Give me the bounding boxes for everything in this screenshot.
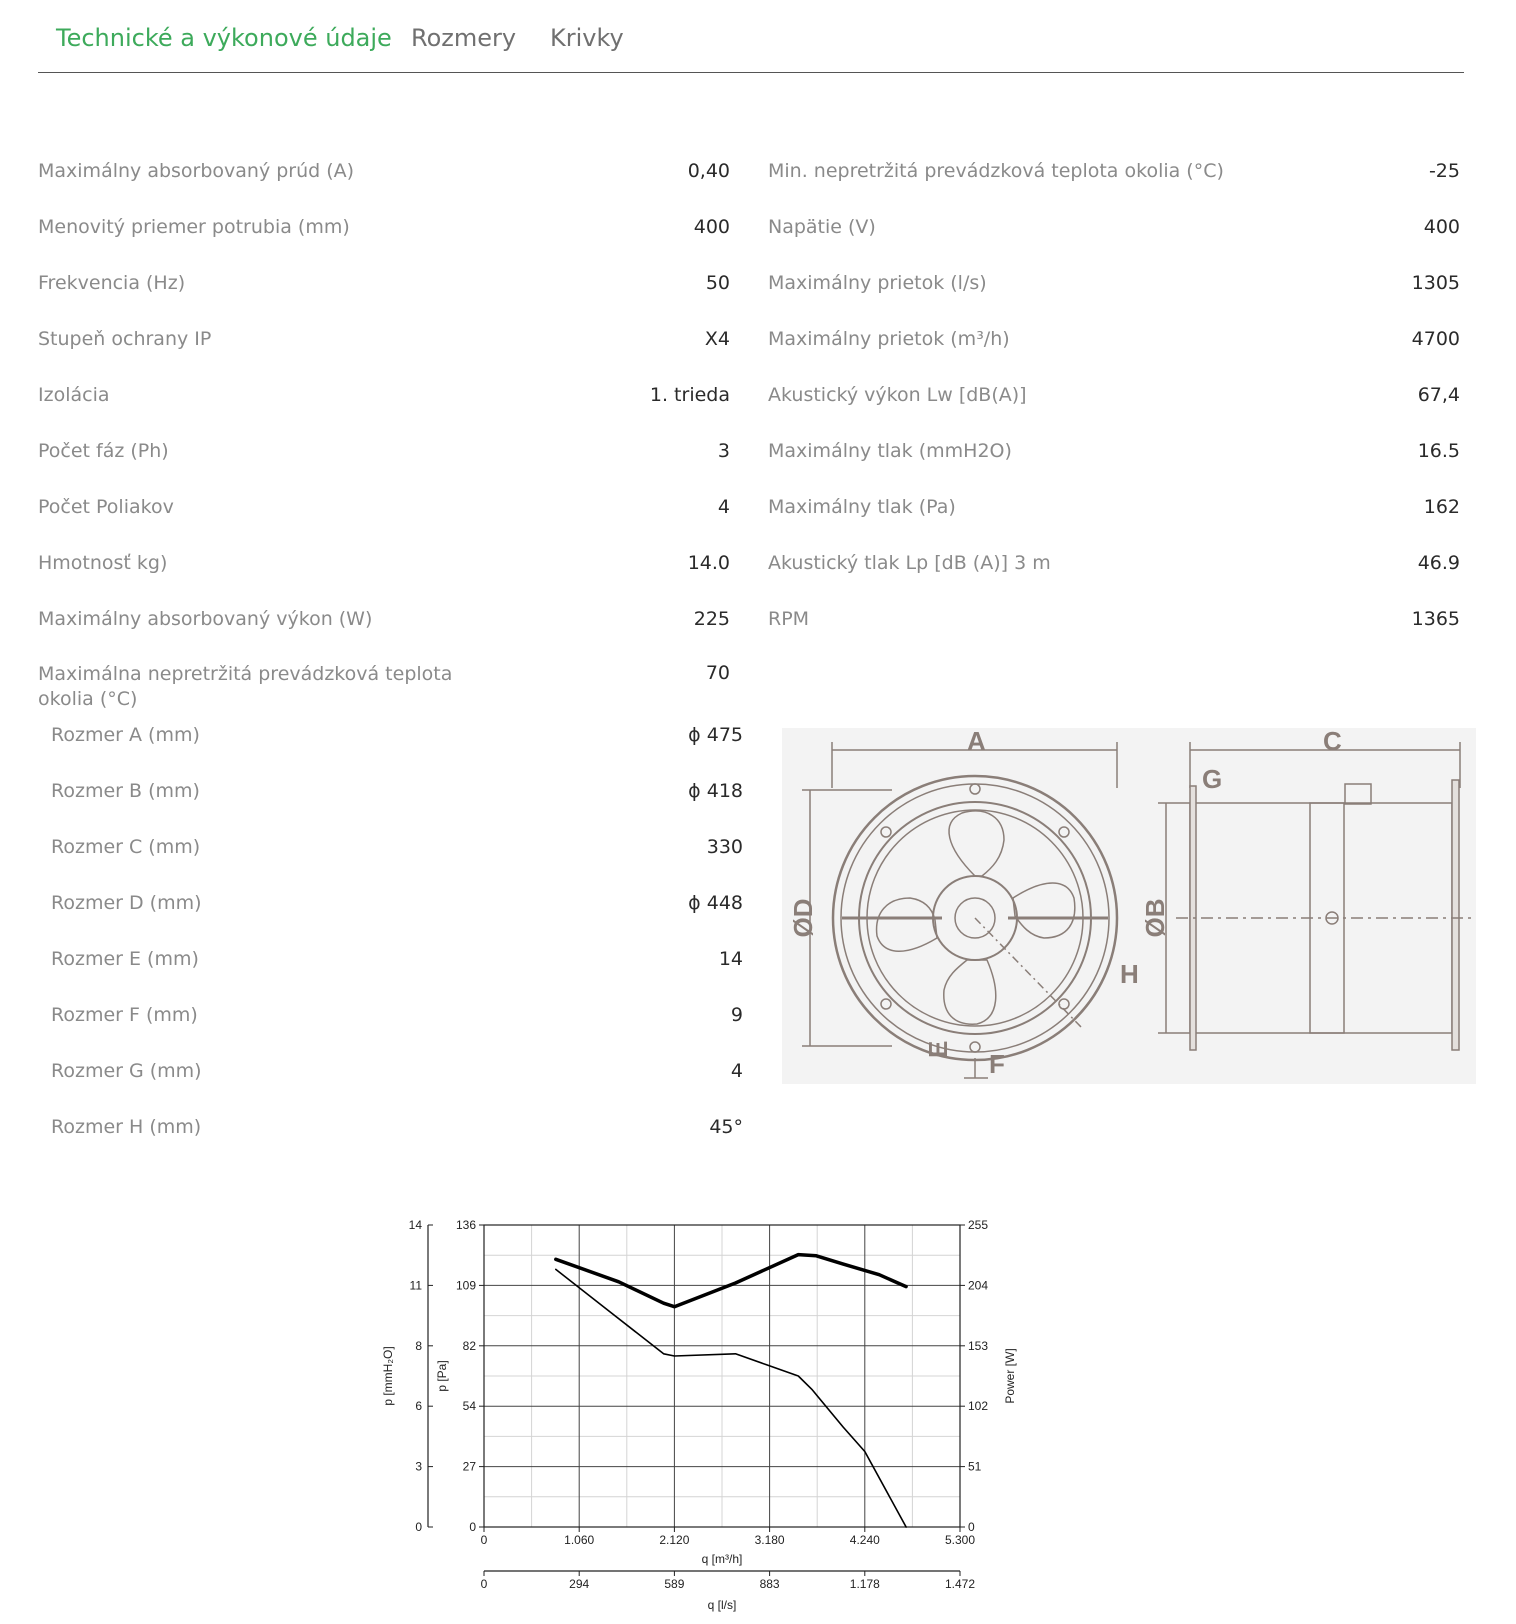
spec-value: 225 [693, 608, 730, 630]
spec-label: Izolácia [38, 384, 110, 406]
dimension-value: 14 [718, 948, 743, 970]
y-power-tick-label: 255 [968, 1218, 989, 1232]
label-g: G [1202, 764, 1223, 794]
chart-axes [409, 1218, 989, 1591]
x2-tick-label: 883 [759, 1577, 780, 1591]
spec-value: 3 [717, 440, 730, 462]
spec-label: Maximálny tlak (mmH2O) [768, 440, 1012, 462]
dimension-row [51, 892, 743, 922]
spec-row [38, 384, 730, 414]
spec-label: Akustický tlak Lp [dB (A)] 3 m [768, 552, 1051, 574]
x2-tick-label: 589 [664, 1577, 685, 1591]
dimension-value: 9 [730, 1004, 743, 1026]
spec-row [768, 272, 1460, 302]
y-power-tick-label: 0 [968, 1520, 975, 1534]
x-tick-label: 3.180 [754, 1533, 785, 1547]
y-pa-tick-label: 109 [455, 1278, 476, 1293]
x-tick-label: 5.300 [944, 1533, 976, 1547]
spec-label: Stupeň ochrany IP [38, 328, 212, 350]
dimension-value: ϕ 475 [688, 724, 743, 746]
spec-label: RPM [768, 608, 810, 630]
dimension-label: Rozmer E (mm) [51, 948, 199, 970]
label-h: H [1120, 959, 1139, 989]
y-mmh2o-tick-label: 11 [409, 1278, 422, 1293]
y-power-tick-label: 204 [968, 1278, 989, 1293]
spec-label: Napätie (V) [768, 216, 876, 238]
spec-value: 67,4 [1417, 384, 1460, 406]
y-mmh2o-tick-label: 0 [415, 1520, 422, 1534]
dimension-row [51, 1060, 743, 1090]
spec-value: 16.5 [1417, 440, 1460, 462]
chart-grid [484, 1225, 960, 1527]
spec-row [768, 216, 1460, 246]
spec-label: Maximálny absorbovaný výkon (W) [38, 608, 373, 630]
dimension-row [51, 780, 743, 810]
flange-right [1452, 780, 1459, 1050]
chart-series [556, 1255, 906, 1527]
spec-row [38, 328, 730, 358]
y-power-tick-label: 51 [968, 1459, 982, 1474]
x-tick-label: 2.120 [659, 1533, 690, 1547]
y-pa-tick-label: 136 [455, 1218, 476, 1232]
label-e: E [923, 1040, 953, 1058]
dimension-value: ϕ 418 [688, 780, 743, 802]
chart-axis-titles [381, 1346, 1017, 1612]
dimension-drawing [782, 728, 1476, 1084]
performance-chart [380, 1205, 1060, 1624]
spec-label: Maximálny tlak (Pa) [768, 496, 956, 518]
spec-value: 400 [1423, 216, 1460, 238]
dimension-row [51, 1116, 743, 1146]
spec-row [38, 608, 730, 638]
tab-dimensions[interactable]: Rozmery [411, 24, 517, 52]
spec-row [38, 216, 730, 246]
y-pa-tick-label: 54 [462, 1399, 476, 1414]
dimension-value: 330 [706, 836, 743, 858]
dimension-label: Rozmer F (mm) [51, 1004, 198, 1026]
spec-label: Maximálna nepretržitá prevádzková teplota okolia (°C) [38, 663, 453, 710]
spec-row [38, 440, 730, 470]
y-mmh2o-tick-label: 8 [415, 1338, 422, 1353]
power-curve [556, 1255, 906, 1307]
spec-value: 162 [1423, 496, 1460, 518]
spec-value: 46.9 [1417, 552, 1460, 574]
spec-value: 400 [693, 216, 730, 238]
spec-value: 50 [705, 272, 730, 294]
label-d: ØD [788, 898, 818, 938]
spec-row [38, 160, 730, 190]
spec-row [768, 440, 1460, 470]
tab-bar [38, 0, 1464, 73]
spec-row [38, 552, 730, 582]
spec-value: X4 [704, 328, 730, 350]
dimension-value: 45° [709, 1116, 743, 1138]
label-c: C [1323, 728, 1342, 756]
x-tick-label: 0 [480, 1533, 488, 1547]
spec-label: Frekvencia (Hz) [38, 272, 186, 294]
spec-row [768, 552, 1460, 582]
dimension-label: Rozmer B (mm) [51, 780, 200, 802]
spec-value: 4 [717, 496, 730, 518]
x-tick-label: 1.060 [564, 1533, 595, 1547]
spec-row [768, 608, 1460, 638]
dimension-row [51, 1004, 743, 1034]
spec-row [38, 272, 730, 302]
y-mmh2o-tick-label: 14 [408, 1218, 422, 1232]
label-f: F [989, 1049, 1005, 1079]
dimension-label: Rozmer G (mm) [51, 1060, 202, 1082]
y-pa-tick-label: 0 [469, 1520, 476, 1534]
y-mmh2o-axis-label: p [mmH₂O] [381, 1346, 395, 1406]
y-pa-tick-label: 82 [462, 1338, 476, 1353]
y-mmh2o-tick-label: 3 [415, 1459, 422, 1474]
y-power-tick-label: 153 [968, 1338, 989, 1353]
spec-row [38, 496, 730, 526]
dimension-row [51, 948, 743, 978]
y-pa-axis-label: p [Pa] [435, 1360, 449, 1392]
y-pa-tick-label: 27 [462, 1459, 476, 1474]
x2-tick-label: 294 [569, 1577, 590, 1591]
spec-label: Akustický výkon Lw [dB(A)] [768, 384, 1027, 406]
spec-value: 1365 [1411, 608, 1460, 630]
spec-label: Maximálny prietok (m³/h) [768, 328, 1010, 350]
dimension-value: ϕ 448 [688, 892, 743, 914]
spec-value: 0,40 [687, 160, 730, 182]
spec-label: Maximálny prietok (l/s) [768, 272, 987, 294]
label-b: ØB [1140, 898, 1170, 938]
label-a: A [967, 728, 986, 756]
spec-label: Hmotnosť kg) [38, 552, 168, 574]
dimension-label: Rozmer D (mm) [51, 892, 202, 914]
spec-value: 1. trieda [649, 384, 730, 406]
spec-label: Počet fáz (Ph) [38, 440, 169, 462]
spec-row [768, 496, 1460, 526]
dimension-label: Rozmer H (mm) [51, 1116, 202, 1138]
dimension-label: Rozmer C (mm) [51, 836, 201, 858]
spec-value: 4700 [1411, 328, 1460, 350]
x2-tick-label: 0 [480, 1577, 488, 1591]
spec-row [768, 160, 1460, 190]
dimension-label: Rozmer A (mm) [51, 724, 200, 746]
y-power-axis-label: Power [W] [1003, 1348, 1017, 1404]
spec-label: Min. nepretržitá prevádzková teplota okolia (°C) [768, 160, 1224, 182]
spec-label: Maximálny absorbovaný prúd (A) [38, 160, 355, 182]
y-power-tick-label: 102 [968, 1399, 989, 1414]
pressure-curve [556, 1269, 906, 1527]
x-tick-label: 4.240 [849, 1533, 880, 1547]
spec-value: 14.0 [687, 552, 730, 574]
spec-label: Menovitý priemer potrubia (mm) [38, 216, 350, 238]
x-axis-label: q [m³/h] [701, 1552, 743, 1566]
y-mmh2o-tick-label: 6 [415, 1399, 422, 1414]
x2-tick-label: 1.178 [849, 1577, 880, 1591]
spec-label: Počet Poliakov [38, 496, 174, 518]
spec-value: 70 [705, 662, 730, 684]
tab-technical-data[interactable]: Technické a výkonové údaje [56, 24, 392, 52]
spec-value: 1305 [1411, 272, 1460, 294]
dimension-row [51, 724, 743, 754]
spec-row [768, 328, 1460, 358]
tab-curves[interactable]: Krivky [550, 24, 624, 52]
x2-axis-label: q [l/s] [707, 1598, 737, 1612]
spec-value: -25 [1428, 160, 1460, 182]
dimension-row [51, 836, 743, 866]
spec-row [38, 662, 730, 714]
dimension-value: 4 [730, 1060, 743, 1082]
spec-row [768, 384, 1460, 414]
x2-tick-label: 1.472 [944, 1577, 976, 1591]
